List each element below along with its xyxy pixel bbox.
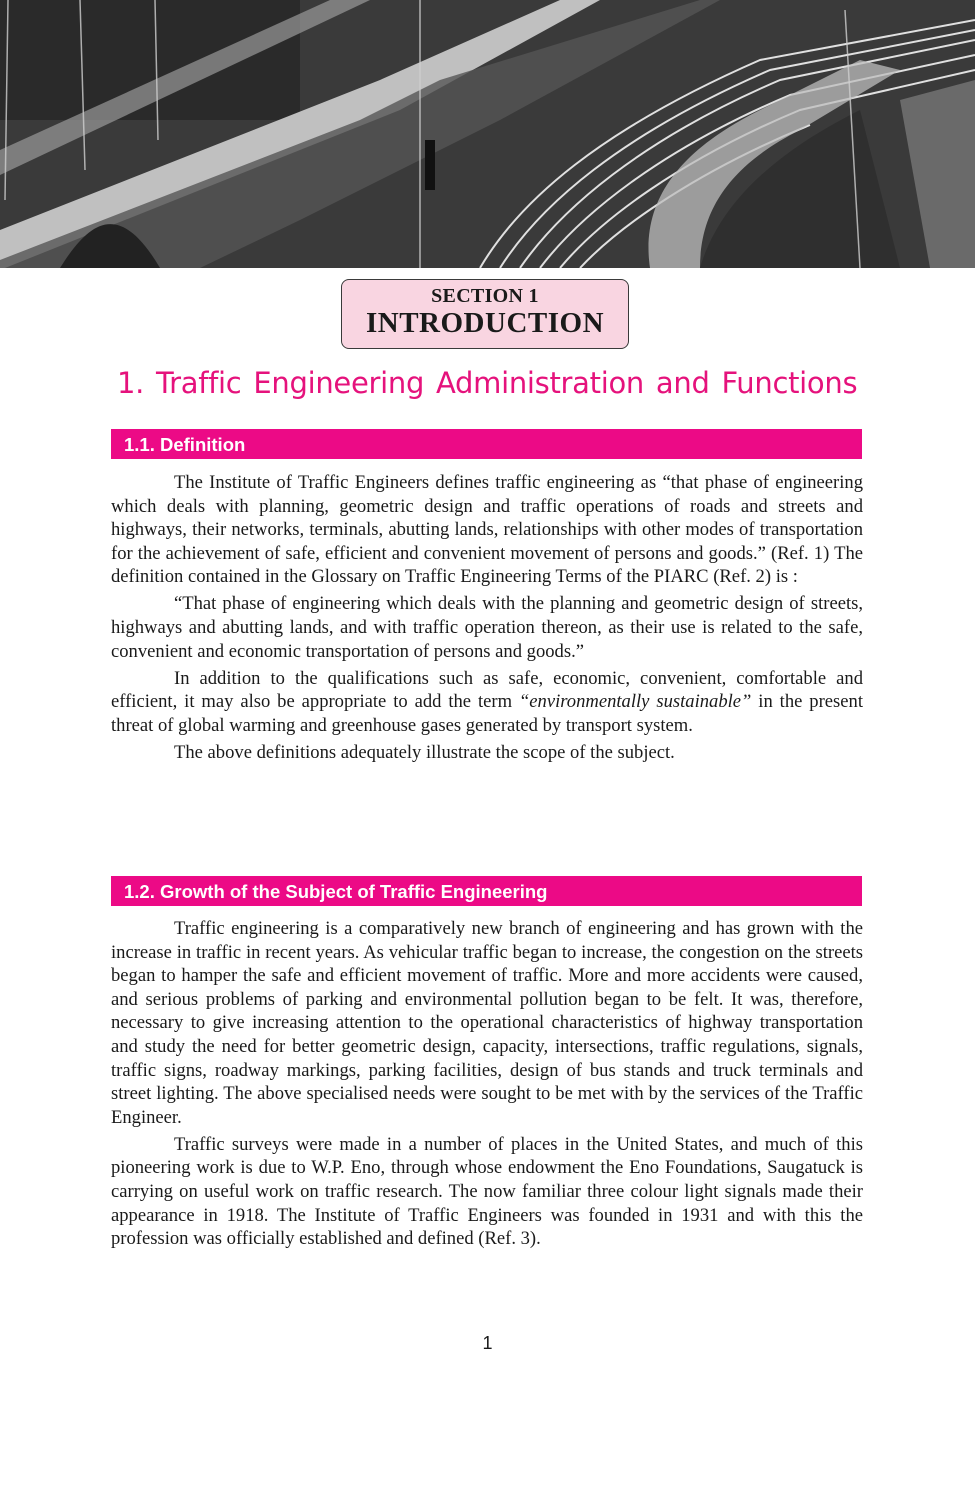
paragraph: The Institute of Traffic Engineers defines traffic engineering as “that phase of engineering which deals with planning, geometric design and traffic operations of roads and streets and highways, their networks, terminals, abutting lands, relationships with other modes of transportation for the achievement of safe, efficient and convenient movement of persons and goods.” (Ref. 1) The definition contained in the Glossary on Traffic Engineering Terms of the PIARC (Ref. 2) is : (111, 472, 863, 588)
text: in the present threat of global warming and greenhouse gases generated by transport system. (111, 691, 863, 736)
definition-body (111, 471, 863, 768)
subheading-growth: 1.2. Growth of the Subject of Traffic Engineering (111, 876, 862, 906)
paragraph: The above definitions adequately illustrate the scope of the subject. (174, 742, 675, 764)
section-label-box (341, 279, 629, 349)
quoted-definition-paragraph: “That phase of engineering which deals with the planning and geometric design of streets, highways and abutting lands, and with traffic operation thereon, as their use is related to the safe, convenient and economic transportation of persons and goods.” (111, 593, 863, 662)
page-number: 1 (482, 1333, 493, 1353)
paragraph (111, 667, 863, 738)
highway-light-trails-image (0, 0, 975, 268)
text: In addition to the qualifications such as safe, economic, convenient, comfortable and efficient, it may also be appropriate to add the term (111, 667, 863, 713)
paragraph: Traffic engineering is a comparatively new branch of engineering and has grown with the increase in traffic in recent years. As vehicular traffic began to increase, the congestion on the streets began to hamper the safe and efficient movement of traffic. More and more accidents were caused, and serious problems of parking and environmental pollution began to be felt. It was, therefore, necessary to give increasing attention to the operational characteristics of highway transportation and study the need for better geometric design, capacity, intersections, traffic regulations, signals, traffic signs, roadway markings, parking facilities, design of bus stands and truck terminals and street lighting. The above specialised needs were sought to be met with by the services of the Traffic Engineer. (111, 918, 863, 1128)
paragraph: Traffic surveys were made in a number of places in the United States, and much of this pioneering work is due to W.P. Eno, through whose endowment the Eno Foundations, Saugatuck is carrying on useful work on traffic research. The now familiar three colour light signals made their appearance in 1918. The Institute of Traffic Engineers was founded in 1931 and with this the profession was officially established and defined (Ref. 3). (111, 1133, 863, 1250)
growth-body (111, 917, 863, 1254)
section-number: SECTION 1 (431, 285, 539, 307)
subheading-definition: 1.1. Definition (111, 429, 862, 459)
section-name: INTRODUCTION (365, 307, 605, 339)
hero-photo (0, 0, 975, 268)
italic-term: “environmentally sustainable” (518, 691, 752, 713)
chapter-title: 1. Traffic Engineering Administration and Functions (117, 366, 858, 400)
